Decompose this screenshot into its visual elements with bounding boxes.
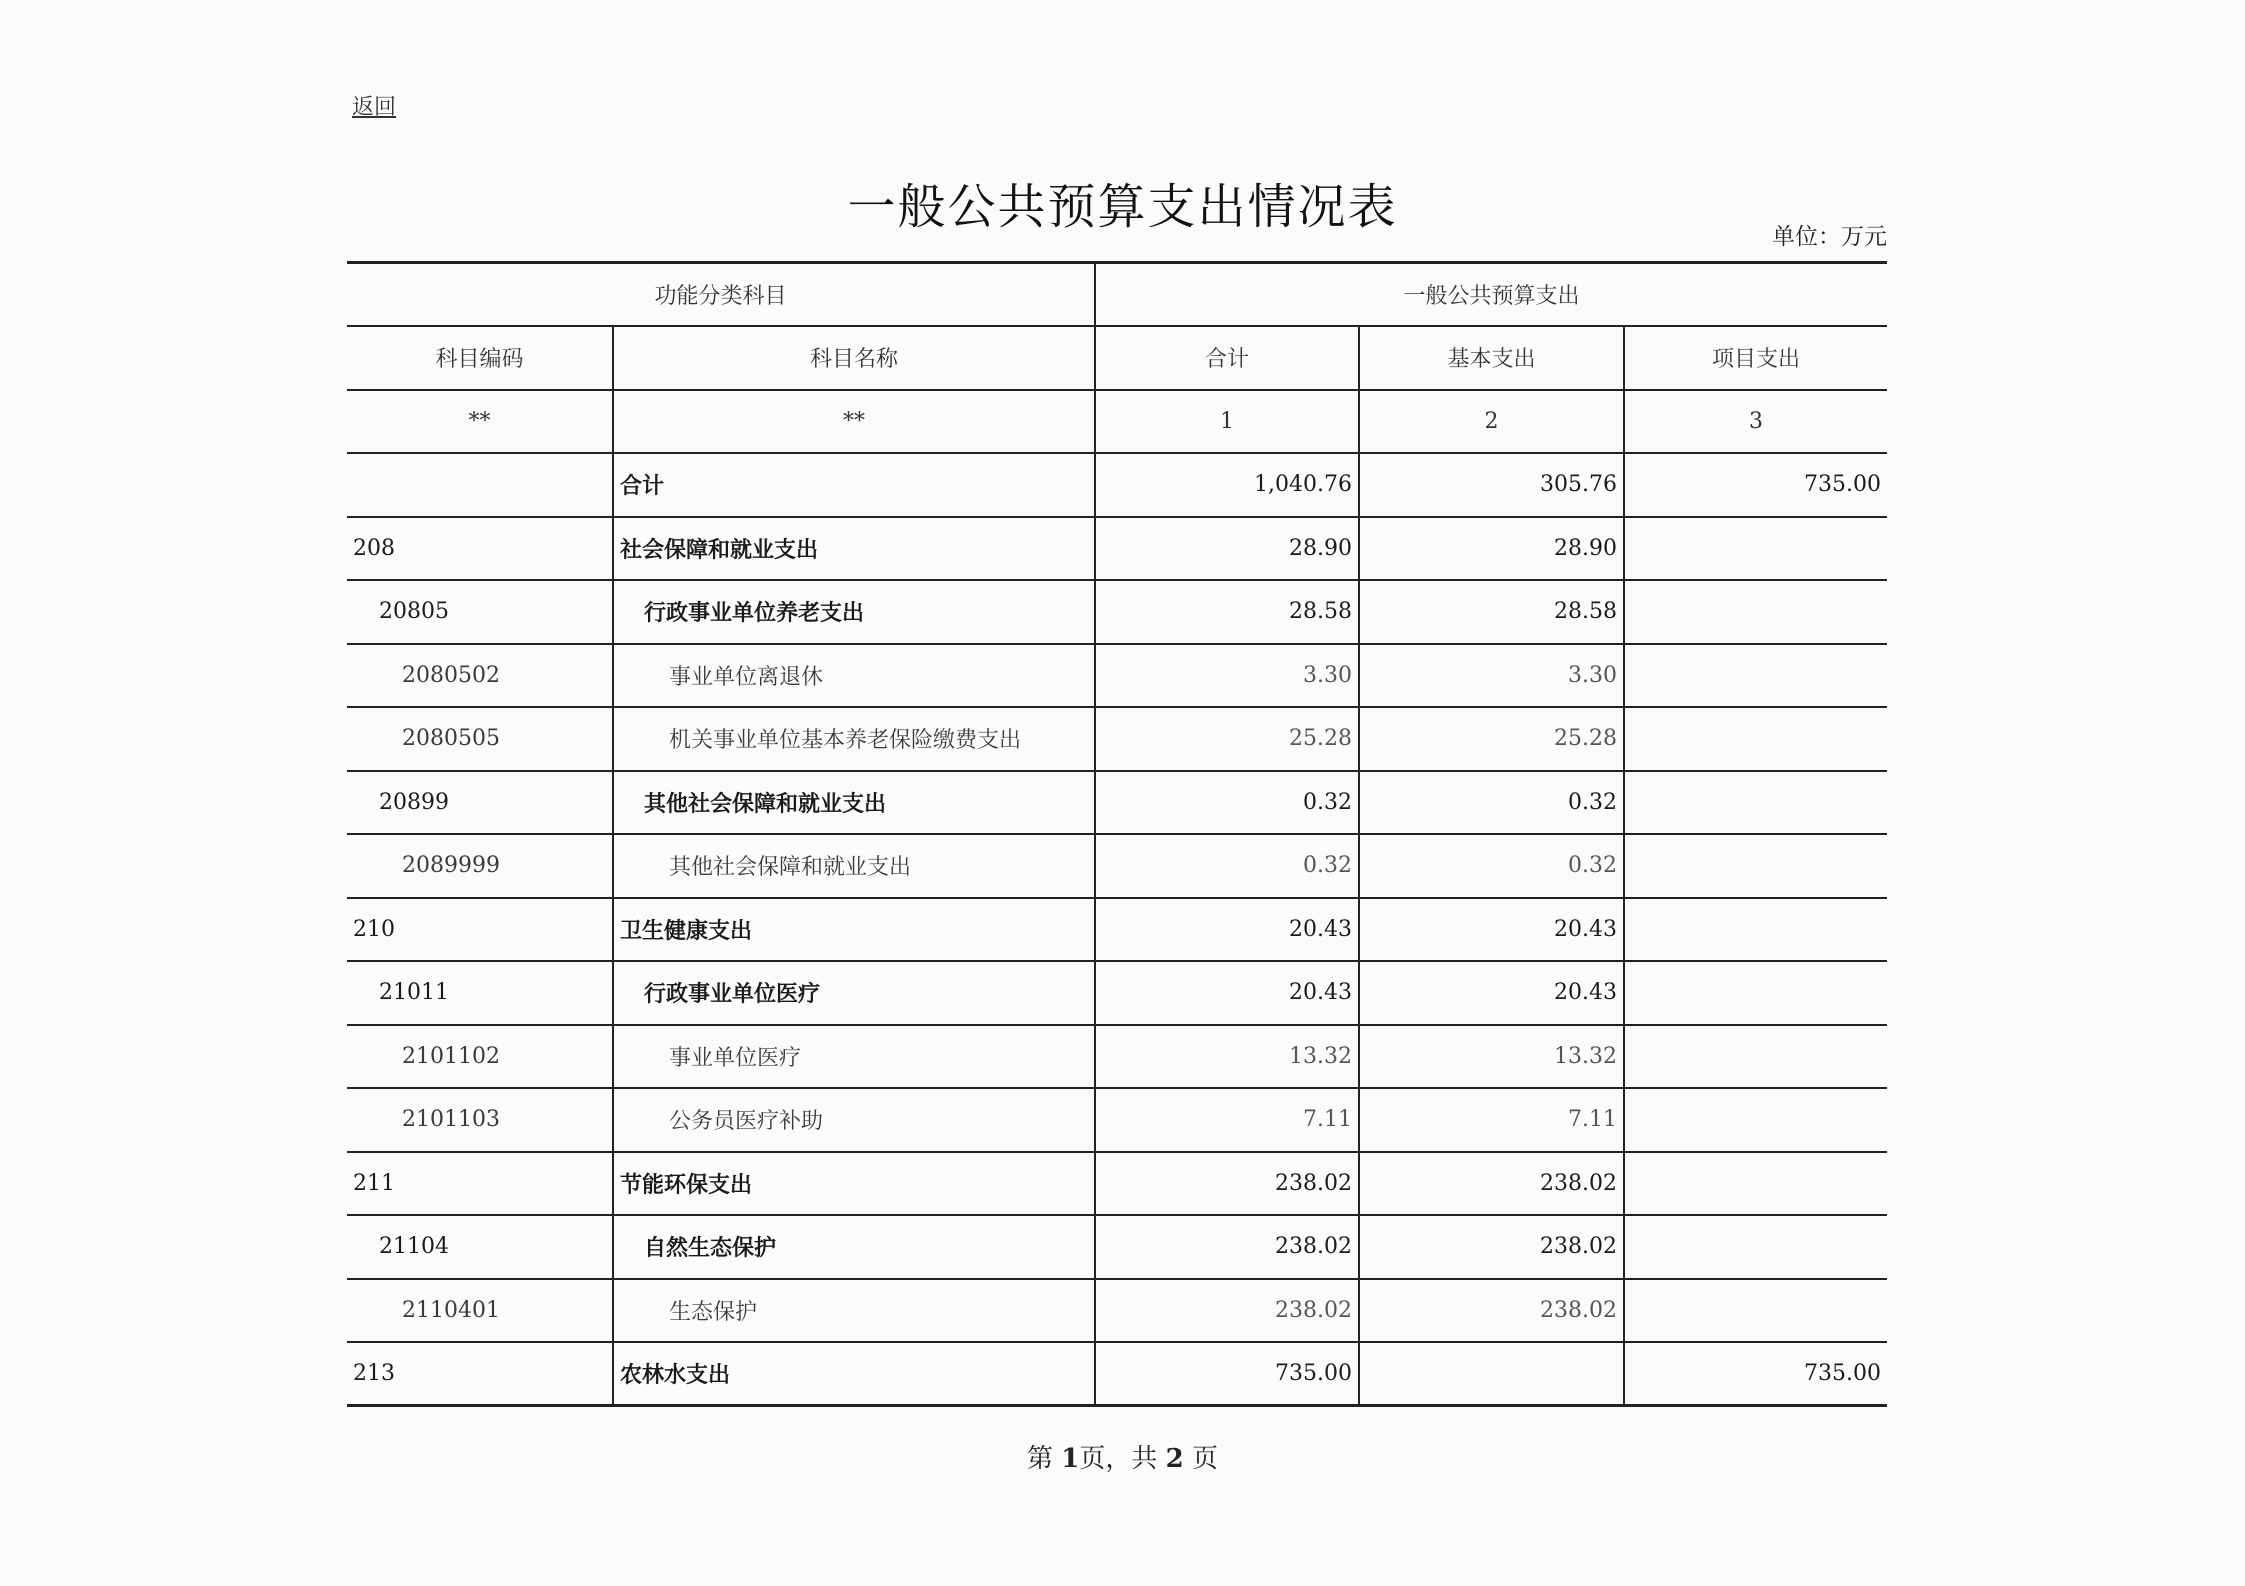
table-row [347, 834, 1887, 898]
cell-total: 20.43 [1095, 961, 1359, 1025]
cell-total: 28.90 [1095, 517, 1359, 581]
cell-basic: 25.28 [1359, 707, 1624, 771]
cell-project [1624, 1215, 1887, 1279]
cell-project [1624, 1088, 1887, 1152]
cell-project [1624, 771, 1887, 835]
header-basic: 基本支出 [1359, 326, 1624, 390]
cell-code: 2101103 [347, 1088, 613, 1152]
cell-code: 2080505 [347, 707, 613, 771]
cell-code: 21011 [347, 961, 613, 1025]
cell-basic [1359, 1342, 1624, 1406]
cell-project [1624, 707, 1887, 771]
cell-basic: 7.11 [1359, 1088, 1624, 1152]
cell-name: 事业单位离退休 [613, 644, 1095, 708]
cell-code: 21104 [347, 1215, 613, 1279]
index-project: 3 [1624, 390, 1887, 454]
cell-name: 事业单位医疗 [613, 1025, 1095, 1089]
table-row [347, 1088, 1887, 1152]
cell-basic: 28.90 [1359, 517, 1624, 581]
cell-code: 208 [347, 517, 613, 581]
header-group-row [347, 263, 1887, 327]
cell-code: 211 [347, 1152, 613, 1216]
cell-basic: 20.43 [1359, 961, 1624, 1025]
cell-code: 213 [347, 1342, 613, 1406]
index-name: ** [613, 390, 1095, 454]
cell-total: 1,040.76 [1095, 453, 1359, 517]
cell-project [1624, 961, 1887, 1025]
cell-project [1624, 644, 1887, 708]
footer-suffix: 页 [1192, 1444, 1219, 1474]
cell-project [1624, 834, 1887, 898]
cell-basic: 28.58 [1359, 580, 1624, 644]
cell-basic: 238.02 [1359, 1215, 1624, 1279]
cell-total: 0.32 [1095, 834, 1359, 898]
cell-project [1624, 1152, 1887, 1216]
cell-project: 735.00 [1624, 1342, 1887, 1406]
cell-total: 238.02 [1095, 1215, 1359, 1279]
header-general-budget-expenditure: 一般公共预算支出 [1095, 263, 1887, 327]
footer-middle: 页，共 [1079, 1444, 1158, 1474]
cell-name: 其他社会保障和就业支出 [613, 771, 1095, 835]
cell-basic: 0.32 [1359, 771, 1624, 835]
cell-name: 农林水支出 [613, 1342, 1095, 1406]
cell-code: 210 [347, 898, 613, 962]
page-footer [0, 1438, 2245, 1475]
table-row [347, 707, 1887, 771]
cell-basic: 13.32 [1359, 1025, 1624, 1089]
cell-name: 公务员医疗补助 [613, 1088, 1095, 1152]
cell-basic: 238.02 [1359, 1279, 1624, 1343]
footer-page-number: 1 [1061, 1444, 1080, 1474]
cell-code: 20899 [347, 771, 613, 835]
footer-total-pages: 2 [1165, 1444, 1184, 1474]
cell-total: 13.32 [1095, 1025, 1359, 1089]
table-row [347, 1342, 1887, 1406]
cell-name: 节能环保支出 [613, 1152, 1095, 1216]
cell-total: 238.02 [1095, 1279, 1359, 1343]
unit-label: 单位：万元 [1772, 224, 1887, 250]
table-row [347, 1025, 1887, 1089]
header-code: 科目编码 [347, 326, 613, 390]
cell-code: 2080502 [347, 644, 613, 708]
cell-project [1624, 517, 1887, 581]
cell-basic: 20.43 [1359, 898, 1624, 962]
cell-name: 行政事业单位养老支出 [613, 580, 1095, 644]
table-row [347, 1279, 1887, 1343]
cell-basic: 3.30 [1359, 644, 1624, 708]
cell-project [1624, 898, 1887, 962]
cell-basic: 0.32 [1359, 834, 1624, 898]
cell-name: 自然生态保护 [613, 1215, 1095, 1279]
cell-basic: 305.76 [1359, 453, 1624, 517]
back-link[interactable]: 返回 [352, 95, 397, 120]
table-body [347, 453, 1887, 1406]
cell-total: 3.30 [1095, 644, 1359, 708]
cell-name: 卫生健康支出 [613, 898, 1095, 962]
cell-code: 20805 [347, 580, 613, 644]
cell-name: 其他社会保障和就业支出 [613, 834, 1095, 898]
footer-prefix: 第 [1026, 1444, 1053, 1474]
header-index-row [347, 390, 1887, 454]
cell-total: 20.43 [1095, 898, 1359, 962]
header-total: 合计 [1095, 326, 1359, 390]
cell-name: 机关事业单位基本养老保险缴费支出 [613, 707, 1095, 771]
cell-code: 2101102 [347, 1025, 613, 1089]
table-row [347, 517, 1887, 581]
cell-total: 238.02 [1095, 1152, 1359, 1216]
table-row [347, 580, 1887, 644]
table-row [347, 1152, 1887, 1216]
cell-project [1624, 1279, 1887, 1343]
table-row [347, 961, 1887, 1025]
cell-total: 25.28 [1095, 707, 1359, 771]
index-code: ** [347, 390, 613, 454]
cell-total: 28.58 [1095, 580, 1359, 644]
cell-name: 生态保护 [613, 1279, 1095, 1343]
header-column-row [347, 326, 1887, 390]
cell-code: 2089999 [347, 834, 613, 898]
table-row [347, 453, 1887, 517]
index-total: 1 [1095, 390, 1359, 454]
cell-name: 行政事业单位医疗 [613, 961, 1095, 1025]
table-row [347, 771, 1887, 835]
cell-total: 735.00 [1095, 1342, 1359, 1406]
cell-code [347, 453, 613, 517]
table-row [347, 644, 1887, 708]
cell-total: 0.32 [1095, 771, 1359, 835]
cell-total: 7.11 [1095, 1088, 1359, 1152]
cell-name: 社会保障和就业支出 [613, 517, 1095, 581]
cell-basic: 238.02 [1359, 1152, 1624, 1216]
index-basic: 2 [1359, 390, 1624, 454]
budget-table [347, 261, 1887, 1407]
cell-code: 2110401 [347, 1279, 613, 1343]
header-name: 科目名称 [613, 326, 1095, 390]
cell-project [1624, 580, 1887, 644]
table-row [347, 898, 1887, 962]
cell-name: 合计 [613, 453, 1095, 517]
page-title: 一般公共预算支出情况表 [847, 179, 1398, 236]
cell-project: 735.00 [1624, 453, 1887, 517]
header-functional-classification: 功能分类科目 [347, 263, 1095, 327]
cell-project [1624, 1025, 1887, 1089]
table-row [347, 1215, 1887, 1279]
header-project: 项目支出 [1624, 326, 1887, 390]
